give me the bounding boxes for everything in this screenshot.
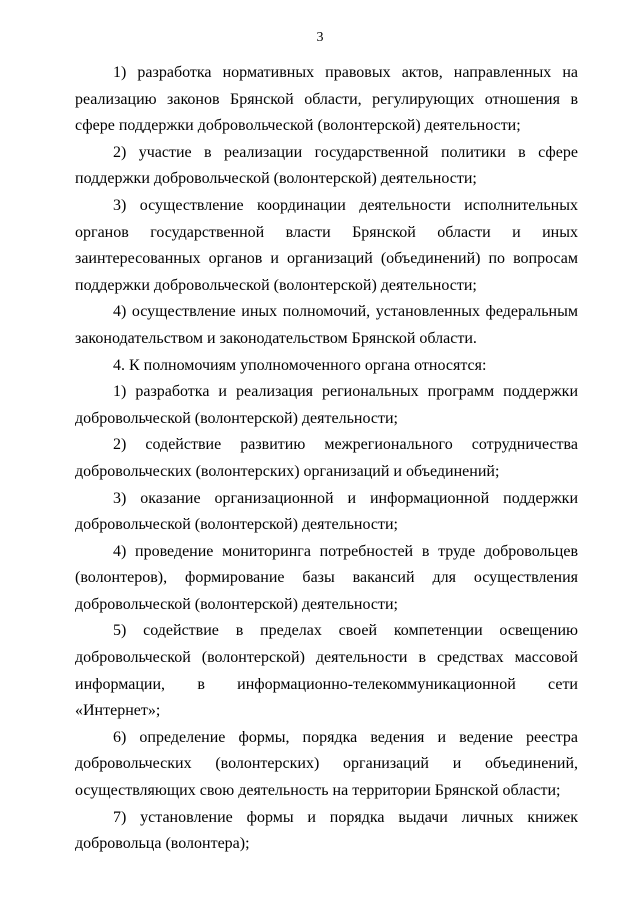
paragraph-5: 1) разработка и реализация региональных программ поддержки добровольческой (волонтерской) деятельности; [75,383,578,427]
paragraph-4: 4) осуществление иных полномочий, установленных федеральным законодательством и законодательством Брянской области. [75,303,578,347]
paragraph-2: 2) участие в реализации государственной политики в сфере поддержки добровольческой (волонтерской) деятельности; [75,143,578,188]
paragraph-10: 6) определение формы, порядка ведения и ведение реестра добровольческих (волонтерских) организаций и объединений, осуществляющих свою деятельность на территории Брянской области; [75,728,578,800]
paragraph-11: 7) установление формы и порядка выдачи личных книжек добровольца (волонтера); [75,808,578,853]
section-4-heading: 4. К полномочиям уполномоченного органа относятся: [113,356,487,374]
paragraph-3: 3) осуществление координации деятельности исполнительных органов государственной власти Брянской области и иных заинтересованных органов и организаций (объединений) по вопросам поддержки добровольческой (волонтерской) деятельности; [75,196,578,294]
page-number: 3 [316,30,324,45]
paragraph-9: 5) содействие в пределах своей компетенции освещению добровольческой (волонтерской) деятельности в средствах массовой информации, в информационно-телекоммуникационной сети «Интернет»; [75,622,578,720]
paragraph-1: 1) разработка нормативных правовых актов, направленных на реализацию законов Брянской области, регулирующих отношения в сфере поддержки добровольческой (волонтерской) деятельности; [75,64,578,135]
paragraph-6: 2) содействие развитию межрегионального сотрудничества добровольческих (волонтерских) организаций и объединений; [75,436,578,480]
paragraph-7: 3) оказание организационной и информационной поддержки добровольческой (волонтерской) деятельности; [75,489,578,534]
paragraph-8: 4) проведение мониторинга потребностей в труде добровольцев (волонтеров), формирование базы вакансий для осуществления добровольческой (волонтерской) деятельности; [75,542,578,613]
document-body [75,60,578,858]
